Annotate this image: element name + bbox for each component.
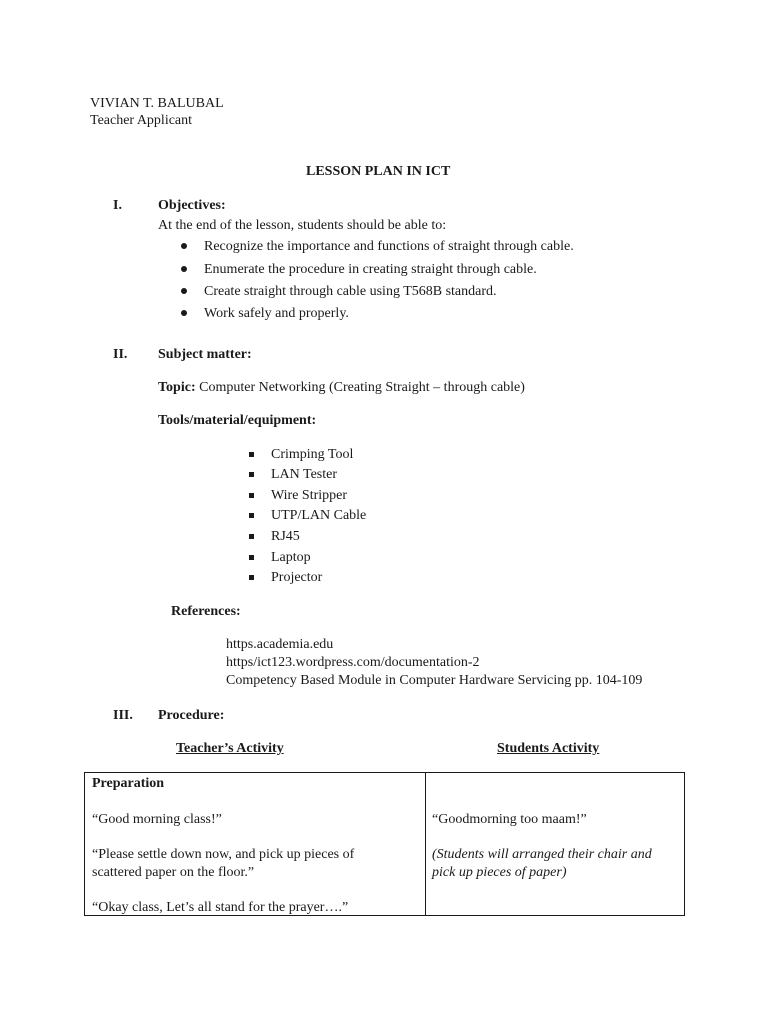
references-heading: References: xyxy=(171,604,241,619)
square-bullet-icon xyxy=(249,472,254,477)
objective-item: Work safely and properly. xyxy=(204,306,349,321)
bullet-icon xyxy=(181,266,187,272)
square-bullet-icon xyxy=(249,575,254,580)
section-numeral-3: III. xyxy=(113,708,133,723)
square-bullet-icon xyxy=(249,534,254,539)
teacher-line: “Okay class, Let’s all stand for the prayer….” xyxy=(92,900,349,915)
reference-item: https.academia.edu xyxy=(226,637,334,652)
teacher-line: “Good morning class!” xyxy=(92,812,222,827)
square-bullet-icon xyxy=(249,555,254,560)
reference-item: Competency Based Module in Computer Hardware Servicing pp. 104-109 xyxy=(226,673,643,688)
tool-item: Projector xyxy=(271,570,323,585)
bullet-icon xyxy=(181,243,187,249)
topic-label: Topic: xyxy=(158,380,196,395)
tool-item: UTP/LAN Cable xyxy=(271,508,367,523)
author-role: Teacher Applicant xyxy=(90,113,193,128)
table-column-divider xyxy=(425,773,426,915)
bullet-icon xyxy=(181,288,187,294)
procedure-table xyxy=(84,772,685,916)
square-bullet-icon xyxy=(249,493,254,498)
objective-item: Recognize the importance and functions of straight through cable. xyxy=(204,239,574,254)
topic-value: Computer Networking (Creating Straight – through cable) xyxy=(199,380,525,395)
table-section-label: Preparation xyxy=(92,776,165,791)
student-line: “Goodmorning too maam!” xyxy=(432,812,587,827)
procedure-heading: Procedure: xyxy=(158,708,225,723)
section-numeral-2: II. xyxy=(113,347,128,362)
objectives-heading: Objectives: xyxy=(158,198,226,213)
topic-line xyxy=(158,379,525,396)
students-activity-column-header: Students Activity xyxy=(497,741,600,756)
tool-item: Wire Stripper xyxy=(271,488,348,503)
student-line: (Students will arranged their chair and xyxy=(432,847,652,862)
square-bullet-icon xyxy=(249,452,254,457)
square-bullet-icon xyxy=(249,513,254,518)
teacher-line: “Please settle down now, and pick up pieces of xyxy=(92,847,355,862)
objectives-intro: At the end of the lesson, students should be able to: xyxy=(158,218,447,233)
subject-matter-heading: Subject matter: xyxy=(158,347,252,362)
tool-item: Crimping Tool xyxy=(271,447,354,462)
teacher-activity-column-header: Teacher’s Activity xyxy=(176,741,284,756)
objective-item: Enumerate the procedure in creating straight through cable. xyxy=(204,262,537,277)
tool-item: RJ45 xyxy=(271,529,300,544)
reference-item: https/ict123.wordpress.com/documentation-2 xyxy=(226,655,480,670)
teacher-line: scattered paper on the floor.” xyxy=(92,865,255,880)
document-title: LESSON PLAN IN ICT xyxy=(306,164,451,179)
section-numeral-1: I. xyxy=(113,198,122,213)
author-name: VIVIAN T. BALUBAL xyxy=(90,96,224,111)
tools-heading: Tools/material/equipment: xyxy=(158,413,317,428)
bullet-icon xyxy=(181,310,187,316)
tool-item: LAN Tester xyxy=(271,467,338,482)
tool-item: Laptop xyxy=(271,550,311,565)
student-line: pick up pieces of paper) xyxy=(432,865,567,880)
objective-item: Create straight through cable using T568B standard. xyxy=(204,284,497,299)
